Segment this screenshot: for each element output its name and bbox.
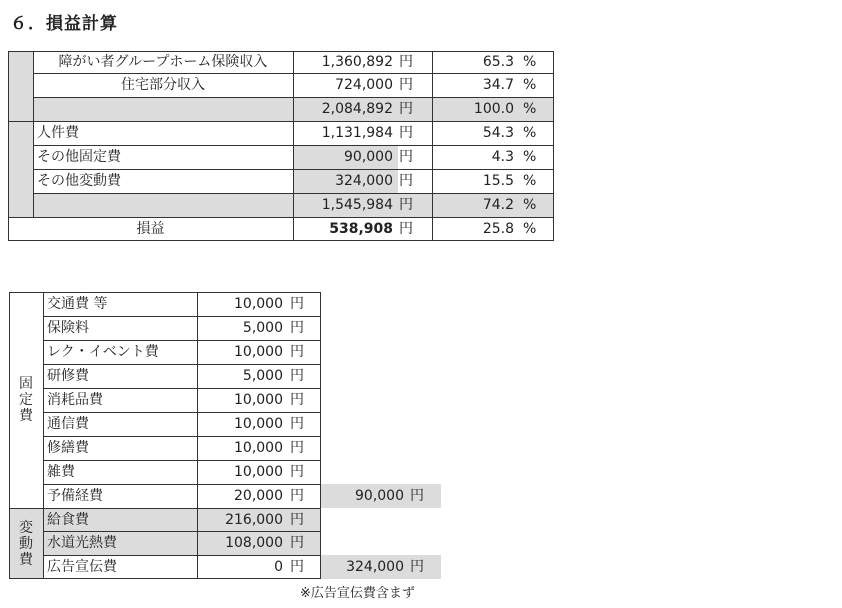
fixed-item-label: 予備経費 [47,488,103,504]
fixed-item-label: 保険料 [47,320,89,336]
yen-unit: 円 [290,368,304,384]
fixed-item-label: 消耗品費 [47,392,103,408]
fixed-item-label: 研修費 [47,368,89,384]
expense-row-pct: 54.3 [482,125,514,141]
fixed-item-amount: 5,000 [242,368,283,384]
profit-pct: 25.8 [482,220,514,237]
yen-unit: 円 [290,344,304,360]
fixed-item-label: 雑費 [47,464,75,480]
expense-row-amount: 324,000 [335,173,393,189]
expense-row-label: その他固定費 [37,149,121,165]
yen-unit: 円 [290,464,304,480]
yen-unit: 円 [290,416,304,432]
expense-total-amount: 1,545,984 [321,197,393,213]
expense-row-amount: 1,131,984 [321,125,393,141]
group-label-char: 変 [19,519,33,536]
group-label-char: 固 [19,376,33,392]
income-row-label: 住宅部分収入 [121,77,205,93]
yen-unit: 円 [410,558,424,575]
expense-row-amount: 90,000 [344,149,393,165]
fixed-item-label: 修繕費 [47,440,89,456]
income-side-band [8,51,33,121]
pct-unit: % [523,149,537,165]
fixed-item-amount: 10,000 [234,392,283,408]
yen-unit: 円 [399,173,413,189]
income-row-amount: 1,360,892 [321,54,393,70]
yen-unit: 円 [290,511,304,528]
yen-unit: 円 [290,320,304,336]
fixed-item-amount: 10,000 [234,440,283,456]
fixed-item-label: レク・イベント費 [47,344,159,360]
pct-unit: % [523,125,537,141]
yen-unit: 円 [290,440,304,456]
variable-cost-group-label [9,508,43,579]
expense-row-label: 人件費 [37,125,79,141]
yen-unit: 円 [290,296,304,312]
yen-unit: 円 [290,488,304,504]
yen-unit: 円 [399,197,413,213]
yen-unit: 円 [410,488,424,504]
yen-unit: 円 [290,392,304,408]
group-label-char: 費 [19,408,33,424]
yen-unit: 円 [290,558,304,575]
pct-unit: % [523,54,537,70]
income-total-amount: 2,084,892 [321,101,393,117]
fixed-item-amount: 20,000 [234,488,283,504]
variable-item-amount: 0 [274,558,283,575]
yen-unit: 円 [399,149,413,165]
fixed-item-amount: 10,000 [234,344,283,360]
variable-item-amount: 108,000 [225,535,283,551]
variable-item-label: 広告宣伝費 [47,558,117,575]
profit-amount: 538,908 [329,220,393,237]
variable-item-label: 水道光熱費 [47,535,117,551]
yen-unit: 円 [399,220,413,237]
income-row-pct: 34.7 [482,77,514,93]
income-row-label: 障がい者グループホーム保険収入 [58,54,268,70]
fixed-item-label: 通信費 [47,416,89,432]
expense-total-label-band [33,193,293,217]
fixed-item-label: 交通費 等 [47,296,108,312]
group-label-char: 定 [19,392,33,408]
variable-item-amount: 216,000 [225,511,283,528]
fixed-item-amount: 10,000 [234,464,283,480]
expense-row-pct: 4.3 [491,149,514,165]
footnote: ※広告宣伝費含まず [300,586,415,601]
pct-unit: % [523,101,537,117]
fixed-item-amount: 10,000 [234,416,283,432]
expense-row-pct: 15.5 [482,173,514,189]
variable-total-amount: 324,000 [346,558,404,575]
fixed-cost-group-label [9,292,43,508]
yen-unit: 円 [399,54,413,70]
group-label-char: 費 [19,551,33,568]
expense-total-pct: 74.2 [482,197,514,213]
fixed-item-amount: 5,000 [242,320,283,336]
expense-side-band [8,121,33,217]
page-title: ６．損益計算 [10,14,118,34]
yen-unit: 円 [399,125,413,141]
yen-unit: 円 [399,77,413,93]
fixed-item-amount: 10,000 [234,296,283,312]
income-total-pct: 100.0 [473,101,514,117]
yen-unit: 円 [290,535,304,551]
group-label-char: 動 [19,535,33,552]
income-row-pct: 65.3 [482,54,514,70]
pct-unit: % [523,220,537,237]
pct-unit: % [523,197,537,213]
variable-item-label: 給食費 [47,511,89,528]
income-total-label-band [33,97,293,121]
fixed-total-amount: 90,000 [355,488,404,504]
yen-unit: 円 [399,101,413,117]
pct-unit: % [523,77,537,93]
pct-unit: % [523,173,537,189]
profit-label: 損益 [136,220,165,237]
income-row-amount: 724,000 [335,77,393,93]
expense-row-label: その他変動費 [37,173,121,189]
